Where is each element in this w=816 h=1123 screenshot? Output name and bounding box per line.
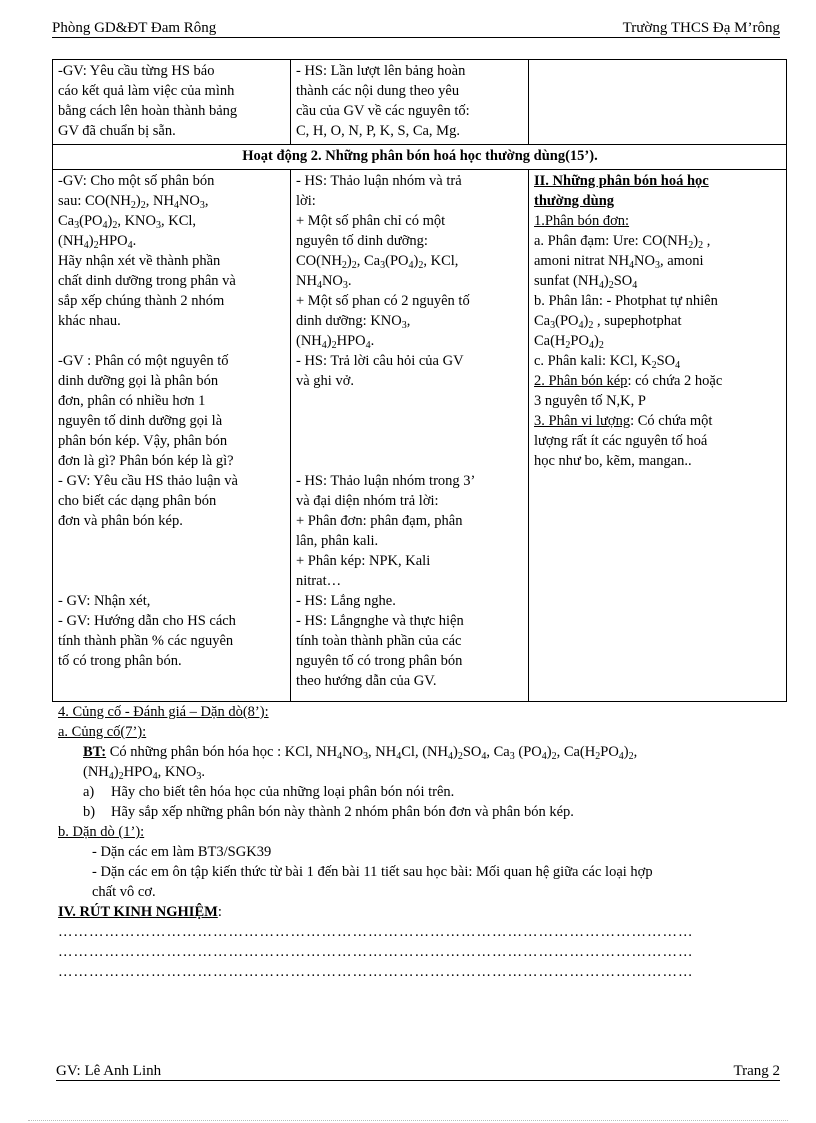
section-title: Hoạt động 2. Những phân bón hoá học thường dùng(15’). bbox=[53, 145, 787, 170]
text-line: dinh dưỡng gọi là phân bón bbox=[58, 373, 219, 389]
text-line: phân bón kép. Vậy, phân bón bbox=[58, 433, 228, 449]
text-line: - HS: Lắngnghe và thực hiện bbox=[296, 613, 464, 629]
text-line: - HS: Trả lời câu hỏi của GV bbox=[296, 353, 464, 369]
table-row bbox=[53, 170, 787, 702]
teacher-cell bbox=[53, 60, 291, 145]
footer-left: GV: Lê Anh Linh bbox=[56, 1063, 162, 1079]
text-line: và đại diện nhóm trả lời: bbox=[296, 493, 439, 509]
text-line: cầu của GV về các nguyên tố: bbox=[296, 103, 470, 119]
table-row bbox=[53, 60, 787, 145]
content-cell bbox=[529, 60, 787, 145]
text-line: bằng cách lên hoàn thành bảng bbox=[58, 103, 238, 119]
footer-right: Trang 2 bbox=[733, 1063, 780, 1079]
header-right: Trường THCS Đạ M’rông bbox=[622, 20, 780, 36]
text-line: C, H, O, N, P, K, S, Ca, Mg. bbox=[296, 123, 460, 139]
text-line: nguyên tố dinh dưỡng gọi là bbox=[58, 413, 223, 429]
formula-line: a. Phân đạm: Ure: $CO(NH_2)_2$ , bbox=[534, 233, 711, 251]
text-line: cáo kết quả làm việc của mình bbox=[58, 83, 235, 99]
text-line: + Một số phân chỉ có một bbox=[296, 213, 446, 229]
dotted-line: …………………………………………………………………………………………………………… bbox=[58, 924, 694, 940]
formula-line: $CO(NH_2)_2$, $Ca_3(PO_4)_2$, KCl, bbox=[296, 253, 459, 271]
section-heading: b. Dặn dò (1’): bbox=[58, 824, 145, 840]
formula-line: sau: $CO(NH_2)_2$, $NH_4NO_3$, bbox=[58, 193, 209, 211]
dotted-line: …………………………………………………………………………………………………………… bbox=[58, 944, 694, 960]
text-line: khác nhau. bbox=[58, 313, 121, 329]
text-line: tố có trong phân bón. bbox=[58, 653, 182, 669]
formula-line: amoni nitrat $NH_4NO_3$, amoni bbox=[534, 253, 704, 271]
text-line: theo hướng dẫn của GV. bbox=[296, 673, 437, 689]
text-line: nitrat… bbox=[296, 573, 342, 589]
content-cell bbox=[529, 170, 787, 702]
text-line: GV đã chuẩn bị sẵn. bbox=[58, 123, 176, 139]
text-line: đơn là gì? Phân bón kép là gì? bbox=[58, 453, 234, 469]
exercise-line: BT: Có những phân bón hóa học : KCl, $NH_4NO_3$, $NH_4Cl$, $(NH_4)_2SO_4$, $Ca_3$ $(PO_4)_2$, $Ca(H_2PO_4)_2$, bbox=[83, 744, 638, 762]
student-cell bbox=[291, 170, 529, 702]
dotted-line: …………………………………………………………………………………………………………… bbox=[58, 964, 694, 980]
content-heading: thường dùng bbox=[534, 193, 615, 209]
text-line: -GV: Yêu cầu từng HS báo bbox=[58, 63, 215, 79]
formula-line: $(NH_4)_2HPO_4$. bbox=[296, 333, 375, 351]
formula-line: $Ca(H_2PO_4)_2$ bbox=[534, 333, 604, 351]
text-line: đơn, phân có nhiều hơn 1 bbox=[58, 393, 206, 409]
review-heading: IV. RÚT KINH NGHIỆM: bbox=[58, 904, 222, 920]
text-line: - GV: Nhận xét, bbox=[58, 593, 151, 609]
text-line: lượng rất ít các nguyên tố hoá bbox=[534, 433, 708, 449]
text-line: - HS: Thảo luận nhóm trong 3’ bbox=[296, 473, 476, 489]
section-heading: 4. Củng cố - Đánh giá – Dặn dò(8’): bbox=[58, 704, 269, 720]
page-footer bbox=[56, 1060, 780, 1081]
summary-section bbox=[58, 702, 798, 982]
lesson-table bbox=[52, 59, 787, 702]
question-b: b) Hãy sắp xếp những phân bón này thành 2 nhóm phân bón đơn và phân bón kép. bbox=[83, 804, 574, 820]
text-line: + Phân kép: NPK, Kali bbox=[296, 553, 431, 569]
text-line: - GV: Hướng dẫn cho HS cách bbox=[58, 613, 236, 629]
page-header bbox=[52, 15, 780, 38]
text-line: 3 nguyên tố N,K, P bbox=[534, 393, 646, 409]
exercise-line: $(NH_4)_2HPO_4$, $KNO_3$. bbox=[83, 764, 205, 782]
text-line: + Một số phan có 2 nguyên tố bbox=[296, 293, 470, 309]
formula-line: $NH_4NO_3$. bbox=[296, 273, 352, 291]
section-heading: a. Củng cố(7’): bbox=[58, 724, 147, 740]
text-line: chất dinh dưỡng trong phân và bbox=[58, 273, 236, 289]
text-line: lời: bbox=[296, 193, 316, 209]
text-line: đơn và phân bón kép. bbox=[58, 513, 183, 529]
text-line: + Phân đơn: phân đạm, phân bbox=[296, 513, 463, 529]
page-edge bbox=[28, 1120, 788, 1121]
content-heading: II. Những phân bón hoá học bbox=[534, 173, 709, 189]
formula-line: $Ca_3(PO_4)_2$ , supephotphat bbox=[534, 313, 682, 331]
text-line: sắp xếp chúng thành 2 nhóm bbox=[58, 293, 225, 309]
text-line: và ghi vở. bbox=[296, 373, 355, 389]
text-line: -GV : Phân có một nguyên tố bbox=[58, 353, 229, 369]
text-line: học như bo, kẽm, mangan.. bbox=[534, 453, 692, 469]
text-line: tính thành phần % các nguyên bbox=[58, 633, 234, 649]
teacher-cell bbox=[53, 170, 291, 702]
student-cell bbox=[291, 60, 529, 145]
text-line: cho biết các dạng phân bón bbox=[58, 493, 217, 509]
text-line: tính toàn thành phần của các bbox=[296, 633, 462, 649]
formula-line: sunfat $(NH_4)_2SO_4$ bbox=[534, 273, 638, 291]
text-line: nguyên tố dinh dưỡng: bbox=[296, 233, 428, 249]
header-left: Phòng GD&ĐT Đam Rông bbox=[52, 20, 217, 36]
question-a: a) Hãy cho biết tên hóa học của những loại phân bón nói trên. bbox=[83, 784, 455, 800]
text-line: nguyên tố có trong phân bón bbox=[296, 653, 463, 669]
formula-line: $(NH_4)_2HPO_4$. bbox=[58, 233, 137, 251]
formula-line: c. Phân kali: KCl, $K_2SO_4$ bbox=[534, 353, 681, 371]
homework-line: - Dặn các em làm BT3/SGK39 bbox=[92, 844, 272, 860]
text-line: - HS: Lần lượt lên bảng hoàn bbox=[296, 63, 466, 79]
text-line: b. Phân lân: - Photphat tự nhiên bbox=[534, 293, 718, 309]
formula-line: $Ca_3(PO_4)_2$, $KNO_3$, KCl, bbox=[58, 213, 197, 231]
text-line: - GV: Yêu cầu HS thảo luận và bbox=[58, 473, 238, 489]
homework-line: - Dặn các em ôn tập kiến thức từ bài 1 đến bài 11 tiết sau học bài: Mối quan hệ giữa các loại hợp bbox=[92, 864, 653, 880]
section-row bbox=[53, 145, 787, 170]
text-line: -GV: Cho một số phân bón bbox=[58, 173, 215, 189]
homework-line: chất vô cơ. bbox=[92, 884, 156, 900]
text-line: Hãy nhận xét về thành phần bbox=[58, 253, 221, 269]
text-line: thành các nội dung theo yêu bbox=[296, 83, 460, 99]
text-line: - HS: Thảo luận nhóm và trả bbox=[296, 173, 462, 189]
formula-line: dinh dưỡng: $KNO_3$, bbox=[296, 313, 411, 331]
text-line: 2. Phân bón kép: có chứa 2 hoặc bbox=[534, 373, 723, 389]
text-line: 3. Phân vi lượng: Có chứa một bbox=[534, 413, 713, 429]
text-line: - HS: Lắng nghe. bbox=[296, 593, 396, 609]
text-line: lân, phân kali. bbox=[296, 533, 379, 549]
subheading: 1.Phân bón đơn: bbox=[534, 213, 630, 229]
